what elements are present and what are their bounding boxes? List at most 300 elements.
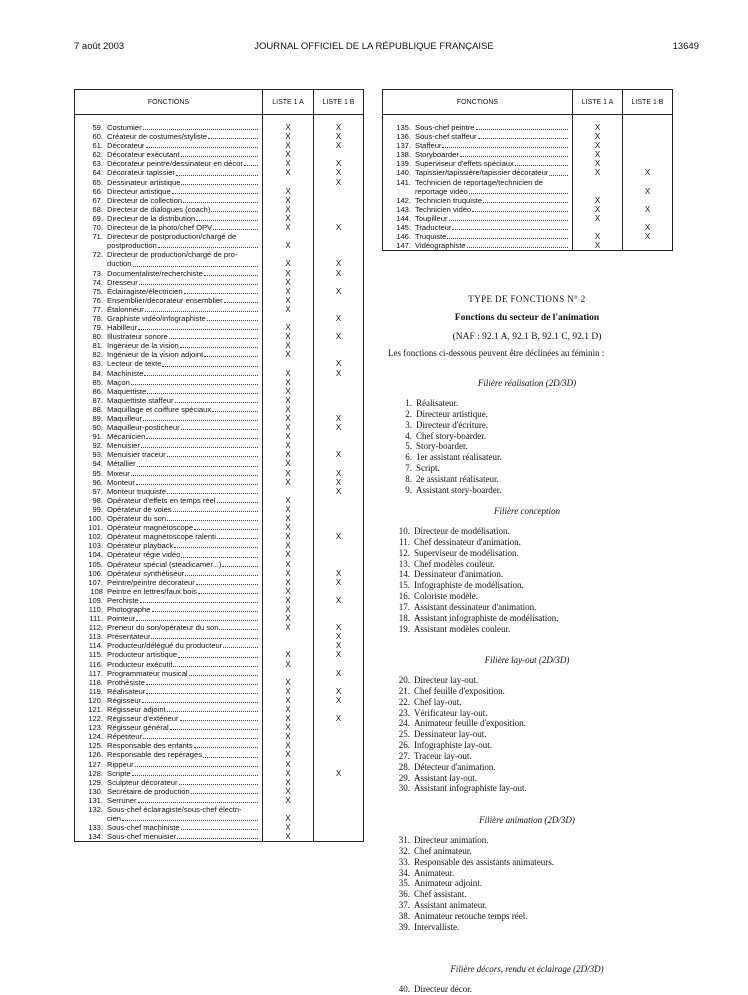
table-row (75, 350, 364, 359)
list-item (388, 984, 472, 995)
function-number: 100. (88, 514, 103, 524)
function-cell (75, 660, 263, 669)
table-row (383, 168, 673, 177)
function-number: 92. (92, 441, 103, 451)
dot-leader (194, 529, 258, 530)
list-item (388, 569, 558, 580)
function-label: Maquilleur (107, 414, 143, 423)
liste-1a-mark: X (263, 714, 314, 723)
liste-1a-mark (263, 178, 314, 187)
dot-leader (158, 247, 258, 248)
table-row (75, 278, 364, 287)
item-number: 1. (405, 398, 412, 408)
liste-1a-mark: X (263, 723, 314, 732)
function-number: 147. (396, 241, 411, 251)
function-number: 111. (89, 614, 103, 624)
item-number: 10. (398, 526, 410, 536)
liste-1a-mark: X (263, 150, 314, 159)
function-label: Peintre/peintre décorateur (107, 577, 195, 587)
liste-1b-mark (314, 241, 364, 250)
liste-1a-mark: X (263, 187, 314, 196)
function-label: Opérateur régie vidéo (107, 550, 181, 560)
table-row (75, 732, 364, 741)
item-number: 17. (398, 601, 410, 612)
function-cell (75, 741, 263, 750)
table-row (75, 632, 364, 641)
liste-1a-mark: X (263, 823, 314, 832)
function-cell (75, 769, 263, 778)
dot-leader (460, 156, 568, 157)
function-number: 112. (88, 623, 103, 633)
table-row (75, 250, 364, 259)
function-label: Graphiste vidéo/infographiste (107, 313, 206, 323)
list-item (388, 835, 554, 846)
dot-leader (217, 538, 258, 539)
function-cell (75, 259, 263, 268)
dot-leader (138, 802, 258, 803)
function-cell (75, 168, 263, 177)
function-label: Décorateur tapissier (107, 168, 175, 178)
item-number: 11. (399, 536, 410, 547)
dot-leader (472, 211, 568, 212)
table-row (75, 669, 364, 678)
list-item (388, 580, 558, 591)
liste-1b-mark: X (623, 187, 673, 196)
liste-1b-mark (623, 141, 673, 150)
liste-1a-mark: X (263, 814, 314, 823)
function-label: Prothésiste (107, 677, 145, 687)
function-cell (75, 778, 263, 787)
list-item (388, 900, 554, 911)
table-row (75, 332, 364, 341)
function-label: Opérateur playback (107, 541, 174, 551)
table-row (75, 414, 364, 423)
liste-1a-mark: X (263, 760, 314, 769)
liste-1a-mark: X (263, 514, 314, 523)
function-label: Directeur de postproduction/chargé de (107, 232, 237, 242)
dot-leader (467, 247, 568, 248)
function-number: 59. (92, 123, 103, 132)
dot-leader (213, 229, 258, 230)
function-cell (75, 450, 263, 459)
liste-1a-mark (263, 359, 314, 368)
function-label: Responsable des repérages (107, 750, 202, 760)
liste-1a-mark: X (263, 778, 314, 787)
function-cell (383, 232, 573, 241)
function-cell (75, 459, 263, 468)
dot-leader (131, 475, 258, 476)
function-cell (75, 678, 263, 687)
liste-1a-mark: X (263, 405, 314, 414)
dot-leader (135, 766, 258, 767)
function-cell (75, 541, 263, 550)
function-cell (75, 387, 263, 396)
function-label: Technicien de reportage/technicien de (415, 177, 543, 187)
function-label: Ingénieur de la vision (107, 341, 179, 351)
dot-leader (162, 366, 258, 367)
dot-leader (132, 775, 258, 776)
table-row (75, 523, 364, 532)
item-number: 25. (398, 729, 410, 740)
item-label: Directeur animation. (414, 835, 489, 845)
function-label: Régisseur général (107, 723, 169, 733)
liste-1a-mark: X (573, 159, 623, 168)
function-label: Costumier (107, 123, 142, 132)
function-cell (75, 423, 263, 432)
liste-1a-mark: X (263, 441, 314, 450)
dot-leader (224, 302, 258, 303)
liste-1b-mark: X (314, 450, 364, 459)
function-number: 121. (88, 705, 103, 714)
liste-1b-mark: X (314, 423, 364, 432)
function-cell (75, 250, 263, 259)
function-number: 102. (88, 532, 103, 542)
table-row (75, 614, 364, 623)
function-cell (75, 350, 263, 359)
table-row (383, 196, 673, 205)
function-label: Technicien vidéo (415, 204, 472, 214)
function-label: Superviseur d'effets spéciaux (415, 159, 514, 169)
item-number: 26. (398, 740, 410, 751)
filiere-title: Filière réalisation (2D/3D) (477, 378, 577, 388)
dot-leader (176, 175, 258, 176)
item-number: 20. (398, 675, 410, 685)
list-item (388, 868, 554, 879)
function-label: Opérateur de voies (107, 504, 172, 514)
function-number: 88. (92, 404, 103, 414)
function-number: 105. (88, 559, 103, 569)
function-cell (75, 141, 263, 150)
function-number: 142. (396, 195, 411, 205)
dot-leader (196, 220, 258, 221)
function-cell (75, 596, 263, 605)
dot-leader (175, 402, 258, 403)
liste-1a-mark: X (263, 278, 314, 287)
table-row (75, 778, 364, 787)
table-row (75, 787, 364, 796)
function-number: 70. (92, 223, 103, 233)
function-label: Truquiste (415, 232, 447, 242)
dot-leader (146, 684, 258, 685)
table-row (383, 232, 673, 241)
table-row (75, 359, 364, 368)
function-label: Ingénieur de la vision adjoint (107, 350, 204, 360)
liste-1a-mark: X (263, 832, 314, 842)
function-label: Directeur de la distribution (107, 213, 196, 223)
item-number: 29. (398, 772, 410, 783)
function-number: 93. (92, 450, 103, 460)
item-label: Animateur. (414, 867, 455, 878)
function-label: Dresseur (107, 277, 138, 287)
function-number: 129. (88, 777, 103, 787)
dot-leader (191, 793, 258, 794)
function-number: 110. (88, 604, 103, 614)
table-row (75, 205, 364, 214)
function-cell (75, 787, 263, 796)
function-number: 87. (92, 395, 103, 405)
function-cell (383, 241, 573, 251)
table-row (75, 459, 364, 468)
dot-leader (184, 293, 258, 294)
table-row (75, 387, 364, 396)
item-number: 5. (405, 441, 412, 452)
function-number: 86. (92, 386, 103, 396)
table-row (75, 123, 364, 132)
dot-leader (122, 820, 258, 821)
function-cell (75, 560, 263, 569)
dot-leader (177, 838, 258, 839)
liste-1a-mark: X (263, 496, 314, 505)
function-cell (75, 323, 263, 332)
function-number: 140. (396, 168, 411, 178)
dot-leader (170, 729, 258, 730)
liste-1a-mark: X (263, 569, 314, 578)
function-label: Régisseur adjoint (107, 705, 166, 714)
item-label: Chef modèles couleur. (414, 558, 495, 569)
list-item (388, 911, 554, 922)
dot-leader (146, 693, 258, 694)
function-cell (75, 523, 263, 532)
liste-1b-mark (314, 614, 364, 623)
function-number: 90. (92, 423, 103, 433)
table-row (75, 214, 364, 223)
liste-1b-mark (314, 496, 364, 505)
table-row (75, 241, 364, 250)
function-number: 143. (396, 204, 411, 214)
function-label: Photographe (107, 604, 151, 614)
function-label: Régisseur (107, 695, 142, 705)
liste-1a-mark: X (263, 523, 314, 532)
function-label: Producteur/délégué du producteur (107, 641, 223, 651)
function-cell (75, 605, 263, 614)
table-row (75, 396, 364, 405)
function-label: Sculpteur décorateur (107, 777, 178, 787)
liste-1b-mark: X (314, 123, 364, 132)
function-cell (75, 159, 263, 168)
liste-1b-mark (623, 178, 673, 187)
item-label: Assistant animateur. (414, 900, 487, 911)
dot-leader (131, 384, 258, 385)
dot-leader (180, 720, 258, 721)
function-number: 61. (92, 141, 103, 151)
table-row (75, 287, 364, 296)
liste-1a-mark: X (263, 269, 314, 278)
table-row (75, 832, 364, 842)
liste-1a-mark: X (263, 341, 314, 350)
functions-table-right (382, 89, 673, 251)
item-label: Animateur retouche temps réel. (414, 910, 528, 921)
item-number: 27. (398, 750, 410, 761)
liste-1a-mark: X (263, 323, 314, 332)
function-number: 128. (88, 768, 103, 778)
liste-1b-mark (314, 560, 364, 569)
table-row (75, 369, 364, 378)
list-item (388, 740, 527, 751)
dot-leader (133, 266, 259, 267)
liste-1b-mark (314, 823, 364, 832)
table-row (75, 514, 364, 523)
item-label: Directeur de modélisation. (414, 526, 510, 536)
liste-1a-mark: X (263, 705, 314, 714)
table-row (75, 232, 364, 241)
function-cell (75, 269, 263, 278)
function-number: 120. (88, 695, 103, 705)
liste-1b-mark (314, 350, 364, 359)
function-number: 103. (88, 541, 103, 551)
liste-1b-mark: X (314, 650, 364, 659)
table-row (75, 450, 364, 459)
liste-1a-mark (573, 178, 623, 187)
liste-1a-mark: X (263, 614, 314, 623)
liste-1b-mark: X (314, 314, 364, 323)
table-row (75, 678, 364, 687)
function-label: Décorateur peintre/dessinateur en décor (107, 159, 243, 169)
function-label: Scripte (107, 768, 131, 778)
liste-1a-mark (263, 641, 314, 650)
table-row (75, 641, 364, 650)
table-row (75, 159, 364, 168)
function-cell (75, 478, 263, 487)
liste-1a-mark: X (263, 750, 314, 759)
function-number: 136. (396, 132, 411, 142)
liste-1b-mark (314, 232, 364, 241)
dot-leader (223, 647, 258, 648)
liste-1a-mark: X (263, 660, 314, 669)
function-cell (383, 150, 573, 159)
liste-1a-mark: X (263, 259, 314, 268)
liste-1a-mark: X (263, 287, 314, 296)
dot-leader (141, 447, 258, 448)
dot-leader (452, 229, 568, 230)
dot-leader (178, 657, 258, 658)
table-row (75, 478, 364, 487)
liste-1a-mark: X (263, 550, 314, 559)
liste-1a-mark: X (263, 732, 314, 741)
table-row (75, 769, 364, 778)
liste-1a-mark: X (263, 159, 314, 168)
table-row (75, 660, 364, 669)
function-label: Serruner (107, 795, 137, 805)
table-row (75, 541, 364, 550)
function-cell (75, 405, 263, 414)
function-label: Maçon (107, 377, 130, 387)
table-row (75, 505, 364, 514)
function-label: Ensemblier/décorateur ensemblier (107, 295, 223, 305)
item-number: 22. (398, 696, 410, 707)
function-cell (75, 123, 263, 132)
dot-leader (515, 165, 568, 166)
item-label: Assistant lay-out. (414, 772, 477, 783)
function-number: 82. (92, 350, 103, 360)
liste-1b-mark: X (623, 168, 673, 177)
table-row (383, 187, 673, 196)
table-row (75, 378, 364, 387)
function-number: 83. (92, 359, 103, 369)
dot-leader (143, 420, 258, 421)
table-row (75, 423, 364, 432)
liste-1b-mark (314, 587, 364, 596)
dot-leader (147, 393, 258, 394)
dot-leader (185, 575, 258, 576)
liste-1a-mark: X (263, 123, 314, 132)
filiere-list (388, 675, 527, 794)
function-cell (75, 378, 263, 387)
item-label: Directeur artistique. (416, 408, 488, 419)
function-number: 145. (396, 223, 411, 233)
item-number: 4. (405, 430, 412, 441)
function-label: cien (107, 814, 121, 824)
liste-1a-mark: X (263, 459, 314, 468)
function-label: Machiniste (107, 368, 144, 378)
item-label: Chef assistant. (414, 889, 467, 900)
table-row (383, 141, 673, 150)
function-label: Opérateur d'effets en temps réel (107, 495, 216, 505)
function-cell (75, 514, 263, 523)
table-row (75, 760, 364, 769)
item-label: Chef animateur. (414, 845, 472, 856)
item-number: 38. (398, 910, 410, 921)
dot-leader (447, 238, 568, 239)
liste-1a-mark: X (573, 232, 623, 241)
liste-1b-mark: X (314, 641, 364, 650)
function-label: Technicien truquiste (415, 195, 483, 205)
intro-note: Les fonctions ci-dessous peuvent être déclinées au féminin : (388, 348, 605, 358)
function-cell (75, 487, 263, 496)
function-label: Habilleur (107, 323, 137, 333)
function-cell (383, 178, 573, 187)
liste-1b-mark (314, 150, 364, 159)
item-label: Réalisateur. (416, 398, 459, 408)
liste-1b-mark: X (314, 359, 364, 368)
liste-1a-mark: X (263, 505, 314, 514)
function-number: 119. (88, 686, 103, 696)
filiere-title: Filière lay-out (2D/3D) (484, 655, 570, 665)
liste-1b-mark: X (314, 269, 364, 278)
table-row (75, 296, 364, 305)
list-item (388, 675, 527, 686)
function-cell (75, 641, 263, 650)
liste-1b-mark (314, 396, 364, 405)
liste-1b-mark (623, 150, 673, 159)
function-number: 63. (92, 159, 103, 169)
list-item (388, 846, 554, 857)
function-label: Maquilleur-posticheur (107, 423, 180, 433)
function-cell (75, 814, 263, 823)
function-number: 65. (92, 177, 103, 187)
function-cell (75, 532, 263, 541)
function-cell (75, 341, 263, 350)
liste-1a-mark (263, 487, 314, 496)
liste-1b-mark (623, 214, 673, 223)
journal-title: JOURNAL OFFICIEL DE LA RÉPUBLIQUE FRANÇAISE (254, 41, 494, 52)
liste-1a-mark: X (263, 396, 314, 405)
function-number: 124. (88, 732, 103, 742)
function-number: 137. (396, 141, 411, 151)
liste-1a-mark: X (573, 196, 623, 205)
function-number: 114. (88, 641, 103, 651)
dot-leader (208, 138, 258, 139)
liste-1a-mark: X (263, 132, 314, 141)
dot-leader (204, 356, 258, 357)
dot-leader (212, 411, 258, 412)
liste-1b-mark (314, 505, 364, 514)
function-number: 135. (396, 123, 411, 132)
function-label: Mixeur (107, 468, 130, 478)
table-row (383, 241, 673, 251)
item-label: 2e assistant réalisateur. (416, 473, 499, 484)
liste-1b-mark (314, 796, 364, 805)
table-row (75, 314, 364, 323)
